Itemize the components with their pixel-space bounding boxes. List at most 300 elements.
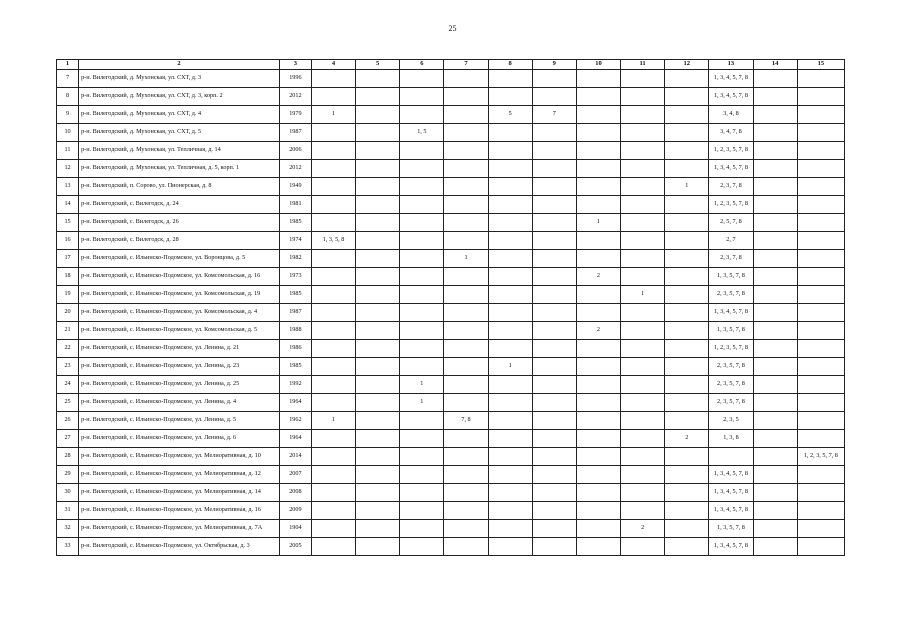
column-14-cell xyxy=(753,394,797,412)
row-number-cell: 30 xyxy=(57,484,79,502)
address-cell: р-н. Вилегодский, д. Мухонская, ул. Тепличная, д. 5, корп. 1 xyxy=(79,160,280,178)
column-4-cell xyxy=(311,160,355,178)
column-5-cell xyxy=(356,232,400,250)
column-12-cell xyxy=(665,106,709,124)
address-cell: р-н. Вилегодский, п. Сорово, ул. Пионерская, д. 8 xyxy=(79,178,280,196)
column-6-cell xyxy=(400,268,444,286)
table-row xyxy=(57,196,845,214)
column-header-15: 15 xyxy=(797,60,844,70)
column-5-cell xyxy=(356,250,400,268)
column-11-cell xyxy=(621,376,665,394)
table-row xyxy=(57,394,845,412)
year-cell: 1996 xyxy=(279,70,311,88)
year-cell: 1985 xyxy=(279,214,311,232)
column-14-cell xyxy=(753,70,797,88)
year-cell: 2006 xyxy=(279,142,311,160)
row-number-cell: 10 xyxy=(57,124,79,142)
column-5-cell xyxy=(356,322,400,340)
column-7-cell xyxy=(444,394,488,412)
column-5-cell xyxy=(356,106,400,124)
year-cell: 2012 xyxy=(279,88,311,106)
column-5-cell xyxy=(356,142,400,160)
table-row xyxy=(57,340,845,358)
column-6-cell: 1 xyxy=(400,376,444,394)
row-number-cell: 16 xyxy=(57,232,79,250)
column-5-cell xyxy=(356,214,400,232)
year-cell: 1987 xyxy=(279,124,311,142)
column-15-cell xyxy=(797,412,844,430)
table-row xyxy=(57,178,845,196)
address-cell: р-н. Вилегодский, с. Ильинско-Подомское, ул. Мелиоративная, д. 14 xyxy=(79,484,280,502)
column-15-cell: 1, 2, 3, 5, 7, 8 xyxy=(797,448,844,466)
column-6-cell xyxy=(400,232,444,250)
column-7-cell xyxy=(444,88,488,106)
column-8-cell xyxy=(488,412,532,430)
table-row xyxy=(57,304,845,322)
row-number-cell: 21 xyxy=(57,322,79,340)
column-9-cell xyxy=(532,430,576,448)
column-12-cell xyxy=(665,358,709,376)
column-10-cell xyxy=(576,196,620,214)
column-13-cell: 1, 3, 5, 7, 8 xyxy=(709,268,753,286)
address-cell: р-н. Вилегодский, с. Ильинско-Подомское, ул. Ленина, д. 4 xyxy=(79,394,280,412)
year-cell: 2009 xyxy=(279,502,311,520)
year-cell: 1964 xyxy=(279,430,311,448)
column-7-cell xyxy=(444,124,488,142)
column-5-cell xyxy=(356,448,400,466)
column-11-cell xyxy=(621,124,665,142)
table-body xyxy=(57,70,845,556)
column-5-cell xyxy=(356,538,400,556)
column-13-cell: 1, 2, 3, 5, 7, 8 xyxy=(709,142,753,160)
column-13-cell: 2, 3, 7, 8 xyxy=(709,250,753,268)
column-4-cell xyxy=(311,484,355,502)
column-13-cell: 2, 3, 5, 7, 8 xyxy=(709,358,753,376)
row-number-cell: 23 xyxy=(57,358,79,376)
column-5-cell xyxy=(356,466,400,484)
column-10-cell xyxy=(576,448,620,466)
column-11-cell xyxy=(621,160,665,178)
column-15-cell xyxy=(797,214,844,232)
column-5-cell xyxy=(356,394,400,412)
column-6-cell xyxy=(400,304,444,322)
column-4-cell xyxy=(311,124,355,142)
column-13-cell: 1, 3, 4, 5, 7, 8 xyxy=(709,484,753,502)
column-15-cell xyxy=(797,358,844,376)
column-7-cell: 7, 8 xyxy=(444,412,488,430)
column-13-cell: 1, 3, 4, 5, 7, 8 xyxy=(709,538,753,556)
column-12-cell xyxy=(665,538,709,556)
year-cell: 1987 xyxy=(279,304,311,322)
column-9-cell xyxy=(532,232,576,250)
column-8-cell xyxy=(488,448,532,466)
table-row xyxy=(57,538,845,556)
column-6-cell xyxy=(400,484,444,502)
column-12-cell xyxy=(665,394,709,412)
column-7-cell xyxy=(444,502,488,520)
column-header-4: 4 xyxy=(311,60,355,70)
column-9-cell xyxy=(532,214,576,232)
column-11-cell xyxy=(621,358,665,376)
column-4-cell xyxy=(311,250,355,268)
column-10-cell xyxy=(576,160,620,178)
column-11-cell xyxy=(621,268,665,286)
column-8-cell xyxy=(488,430,532,448)
year-cell: 1904 xyxy=(279,520,311,538)
column-15-cell xyxy=(797,520,844,538)
column-14-cell xyxy=(753,520,797,538)
column-8-cell xyxy=(488,124,532,142)
address-cell: р-н. Вилегодский, с. Ильинско-Подомское, ул. Ленина, д. 6 xyxy=(79,430,280,448)
column-8-cell xyxy=(488,286,532,304)
column-14-cell xyxy=(753,142,797,160)
table-row xyxy=(57,250,845,268)
column-5-cell xyxy=(356,286,400,304)
column-15-cell xyxy=(797,70,844,88)
column-8-cell: 5 xyxy=(488,106,532,124)
column-15-cell xyxy=(797,232,844,250)
column-9-cell xyxy=(532,466,576,484)
column-7-cell xyxy=(444,358,488,376)
column-13-cell: 2, 3, 5 xyxy=(709,412,753,430)
table-row xyxy=(57,232,845,250)
column-15-cell xyxy=(797,178,844,196)
column-11-cell xyxy=(621,304,665,322)
column-6-cell xyxy=(400,430,444,448)
column-4-cell xyxy=(311,304,355,322)
column-11-cell xyxy=(621,502,665,520)
year-cell: 1949 xyxy=(279,178,311,196)
column-8-cell xyxy=(488,214,532,232)
column-14-cell xyxy=(753,502,797,520)
column-12-cell xyxy=(665,322,709,340)
column-7-cell xyxy=(444,232,488,250)
column-4-cell xyxy=(311,214,355,232)
column-13-cell: 2, 3, 5, 7, 8 xyxy=(709,394,753,412)
column-7-cell xyxy=(444,214,488,232)
column-13-cell: 1, 3, 4, 5, 7, 8 xyxy=(709,160,753,178)
column-11-cell xyxy=(621,430,665,448)
column-12-cell xyxy=(665,340,709,358)
column-header-14: 14 xyxy=(753,60,797,70)
column-14-cell xyxy=(753,232,797,250)
column-5-cell xyxy=(356,124,400,142)
column-4-cell: 1 xyxy=(311,412,355,430)
column-12-cell xyxy=(665,502,709,520)
column-15-cell xyxy=(797,88,844,106)
column-4-cell xyxy=(311,376,355,394)
column-12-cell xyxy=(665,232,709,250)
column-15-cell xyxy=(797,394,844,412)
column-13-cell: 1, 3, 4, 5, 7, 8 xyxy=(709,466,753,484)
table-row xyxy=(57,142,845,160)
address-cell: р-н. Вилегодский, д. Мухонская, ул. СХТ, д. 3, корп. 2 xyxy=(79,88,280,106)
column-4-cell: 1 xyxy=(311,106,355,124)
row-number-cell: 33 xyxy=(57,538,79,556)
address-cell: р-н. Вилегодский, с. Ильинско-Подомское, ул. Ленина, д. 25 xyxy=(79,376,280,394)
column-15-cell xyxy=(797,196,844,214)
column-7-cell xyxy=(444,286,488,304)
column-10-cell xyxy=(576,232,620,250)
column-11-cell xyxy=(621,70,665,88)
column-4-cell xyxy=(311,430,355,448)
column-4-cell xyxy=(311,466,355,484)
column-14-cell xyxy=(753,358,797,376)
column-15-cell xyxy=(797,142,844,160)
column-4-cell xyxy=(311,448,355,466)
year-cell: 2008 xyxy=(279,484,311,502)
column-12-cell: 2 xyxy=(665,430,709,448)
table-row xyxy=(57,322,845,340)
column-10-cell xyxy=(576,502,620,520)
column-14-cell xyxy=(753,412,797,430)
row-number-cell: 32 xyxy=(57,520,79,538)
column-10-cell xyxy=(576,394,620,412)
address-cell: р-н. Вилегодский, д. Мухонская, ул. СХТ, д. 5 xyxy=(79,124,280,142)
column-15-cell xyxy=(797,340,844,358)
column-13-cell: 2, 7 xyxy=(709,232,753,250)
column-5-cell xyxy=(356,484,400,502)
column-header-10: 10 xyxy=(576,60,620,70)
column-6-cell xyxy=(400,106,444,124)
column-6-cell xyxy=(400,448,444,466)
address-cell: р-н. Вилегодский, с. Ильинско-Подомское, ул. Воронцова, д. 5 xyxy=(79,250,280,268)
column-header-5: 5 xyxy=(356,60,400,70)
column-11-cell xyxy=(621,448,665,466)
column-4-cell xyxy=(311,142,355,160)
column-10-cell xyxy=(576,106,620,124)
column-11-cell xyxy=(621,232,665,250)
column-5-cell xyxy=(356,88,400,106)
address-cell: р-н. Вилегодский, с. Ильинско-Подомское, ул. Мелиоративная, д. 7А xyxy=(79,520,280,538)
column-9-cell xyxy=(532,70,576,88)
column-13-cell: 1, 3, 4, 5, 7, 8 xyxy=(709,502,753,520)
table-row xyxy=(57,484,845,502)
column-13-cell: 1, 3, 5, 7, 8 xyxy=(709,322,753,340)
year-cell: 2005 xyxy=(279,538,311,556)
column-11-cell: 1 xyxy=(621,286,665,304)
column-header-6: 6 xyxy=(400,60,444,70)
column-10-cell xyxy=(576,466,620,484)
column-4-cell xyxy=(311,358,355,376)
column-4-cell: 1, 3, 5, 8 xyxy=(311,232,355,250)
column-4-cell xyxy=(311,268,355,286)
column-10-cell: 1 xyxy=(576,214,620,232)
table-row xyxy=(57,160,845,178)
column-7-cell xyxy=(444,520,488,538)
column-5-cell xyxy=(356,268,400,286)
column-7-cell xyxy=(444,466,488,484)
row-number-cell: 31 xyxy=(57,502,79,520)
column-10-cell xyxy=(576,484,620,502)
column-14-cell xyxy=(753,106,797,124)
column-6-cell xyxy=(400,340,444,358)
column-9-cell xyxy=(532,448,576,466)
column-13-cell xyxy=(709,448,753,466)
column-8-cell xyxy=(488,250,532,268)
column-5-cell xyxy=(356,520,400,538)
column-9-cell xyxy=(532,142,576,160)
year-cell: 1992 xyxy=(279,376,311,394)
row-number-cell: 24 xyxy=(57,376,79,394)
column-9-cell xyxy=(532,286,576,304)
column-6-cell xyxy=(400,196,444,214)
column-13-cell: 1, 3, 5, 7, 8 xyxy=(709,520,753,538)
column-14-cell xyxy=(753,196,797,214)
column-12-cell xyxy=(665,142,709,160)
year-cell: 1962 xyxy=(279,412,311,430)
column-header-3: 3 xyxy=(279,60,311,70)
column-7-cell xyxy=(444,196,488,214)
column-8-cell xyxy=(488,538,532,556)
year-cell: 1985 xyxy=(279,358,311,376)
year-cell: 2012 xyxy=(279,160,311,178)
row-number-cell: 13 xyxy=(57,178,79,196)
column-15-cell xyxy=(797,430,844,448)
column-4-cell xyxy=(311,340,355,358)
column-12-cell xyxy=(665,70,709,88)
column-4-cell xyxy=(311,502,355,520)
column-6-cell xyxy=(400,286,444,304)
column-8-cell xyxy=(488,502,532,520)
column-7-cell xyxy=(444,70,488,88)
table-row xyxy=(57,286,845,304)
column-5-cell xyxy=(356,376,400,394)
table-row xyxy=(57,88,845,106)
column-13-cell: 1, 3, 4, 5, 7, 8 xyxy=(709,70,753,88)
column-5-cell xyxy=(356,502,400,520)
column-8-cell xyxy=(488,142,532,160)
column-15-cell xyxy=(797,268,844,286)
column-11-cell xyxy=(621,88,665,106)
row-number-cell: 9 xyxy=(57,106,79,124)
table-row xyxy=(57,448,845,466)
column-8-cell xyxy=(488,88,532,106)
column-4-cell xyxy=(311,196,355,214)
address-cell: р-н. Вилегодский, с. Ильинско-Подомское, ул. Ленина, д. 5 xyxy=(79,412,280,430)
table-row xyxy=(57,106,845,124)
column-5-cell xyxy=(356,304,400,322)
column-7-cell xyxy=(444,106,488,124)
row-number-cell: 8 xyxy=(57,88,79,106)
column-5-cell xyxy=(356,340,400,358)
column-6-cell xyxy=(400,70,444,88)
column-9-cell xyxy=(532,88,576,106)
address-cell: р-н. Вилегодский, с. Ильинско-Подомское, ул. Мелиоративная, д. 12 xyxy=(79,466,280,484)
column-15-cell xyxy=(797,250,844,268)
column-10-cell xyxy=(576,124,620,142)
table-row xyxy=(57,268,845,286)
column-13-cell: 2, 3, 7, 8 xyxy=(709,178,753,196)
column-8-cell xyxy=(488,484,532,502)
column-number-header-row xyxy=(57,60,845,70)
column-12-cell xyxy=(665,88,709,106)
column-header-11: 11 xyxy=(621,60,665,70)
column-14-cell xyxy=(753,340,797,358)
column-7-cell xyxy=(444,340,488,358)
column-header-2: 2 xyxy=(79,60,280,70)
column-8-cell xyxy=(488,520,532,538)
address-cell: р-н. Вилегодский, с. Ильинско-Подомское, ул. Комсомольская, д. 19 xyxy=(79,286,280,304)
row-number-cell: 17 xyxy=(57,250,79,268)
address-cell: р-н. Вилегодский, с. Ильинско-Подомское, ул. Ленина, д. 21 xyxy=(79,340,280,358)
column-9-cell xyxy=(532,340,576,358)
column-10-cell xyxy=(576,430,620,448)
column-15-cell xyxy=(797,502,844,520)
column-11-cell xyxy=(621,250,665,268)
column-10-cell xyxy=(576,286,620,304)
column-12-cell xyxy=(665,196,709,214)
column-6-cell xyxy=(400,412,444,430)
column-header-7: 7 xyxy=(444,60,488,70)
column-6-cell xyxy=(400,160,444,178)
column-14-cell xyxy=(753,484,797,502)
address-cell: р-н. Вилегодский, д. Мухонская, ул. СХТ, д. 4 xyxy=(79,106,280,124)
column-12-cell xyxy=(665,268,709,286)
column-10-cell xyxy=(576,70,620,88)
column-10-cell xyxy=(576,412,620,430)
column-11-cell xyxy=(621,196,665,214)
column-11-cell xyxy=(621,538,665,556)
address-cell: р-н. Вилегодский, с. Ильинско-Подомское, ул. Комсомольская, д. 4 xyxy=(79,304,280,322)
column-9-cell xyxy=(532,502,576,520)
column-9-cell xyxy=(532,538,576,556)
column-13-cell: 1, 2, 3, 5, 7, 8 xyxy=(709,196,753,214)
column-11-cell xyxy=(621,214,665,232)
column-8-cell xyxy=(488,322,532,340)
column-14-cell xyxy=(753,376,797,394)
column-15-cell xyxy=(797,322,844,340)
table-row xyxy=(57,70,845,88)
row-number-cell: 28 xyxy=(57,448,79,466)
column-6-cell: 1 xyxy=(400,394,444,412)
column-10-cell xyxy=(576,538,620,556)
column-13-cell: 2, 5, 7, 8 xyxy=(709,214,753,232)
year-cell: 1982 xyxy=(279,250,311,268)
column-7-cell xyxy=(444,430,488,448)
table-row xyxy=(57,520,845,538)
column-10-cell xyxy=(576,142,620,160)
column-13-cell: 3, 4, 7, 8 xyxy=(709,124,753,142)
column-4-cell xyxy=(311,520,355,538)
column-10-cell xyxy=(576,88,620,106)
address-cell: р-н. Вилегодский, с. Ильинско-Подомское, ул. Ленина, д. 23 xyxy=(79,358,280,376)
column-14-cell xyxy=(753,124,797,142)
column-8-cell xyxy=(488,178,532,196)
column-8-cell xyxy=(488,394,532,412)
column-5-cell xyxy=(356,412,400,430)
address-cell: р-н. Вилегодский, д. Мухонская, ул. СХТ, д. 3 xyxy=(79,70,280,88)
table-row xyxy=(57,430,845,448)
column-12-cell xyxy=(665,160,709,178)
column-10-cell xyxy=(576,520,620,538)
column-8-cell xyxy=(488,304,532,322)
row-number-cell: 20 xyxy=(57,304,79,322)
column-7-cell xyxy=(444,538,488,556)
column-header-12: 12 xyxy=(665,60,709,70)
column-7-cell xyxy=(444,178,488,196)
column-12-cell xyxy=(665,448,709,466)
column-13-cell: 1, 2, 3, 5, 7, 8 xyxy=(709,340,753,358)
column-14-cell xyxy=(753,160,797,178)
column-10-cell: 2 xyxy=(576,322,620,340)
column-4-cell xyxy=(311,286,355,304)
column-13-cell: 1, 3, 8 xyxy=(709,430,753,448)
column-7-cell xyxy=(444,322,488,340)
row-number-cell: 11 xyxy=(57,142,79,160)
column-13-cell: 2, 3, 5, 7, 8 xyxy=(709,286,753,304)
column-10-cell xyxy=(576,340,620,358)
